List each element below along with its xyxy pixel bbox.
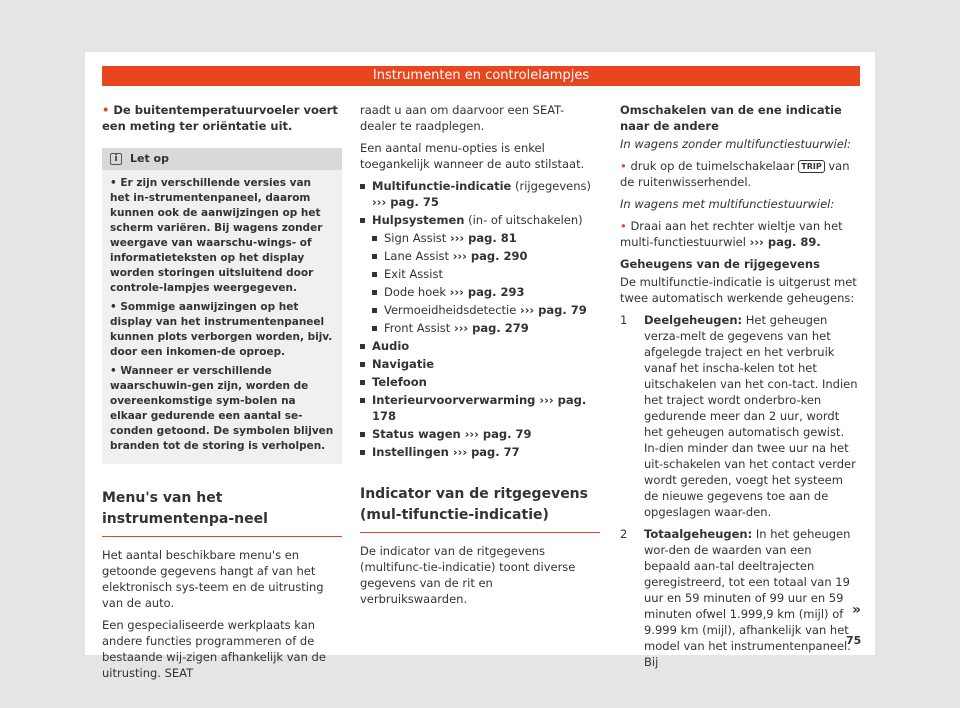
column-1 xyxy=(102,102,342,687)
list-item: Status wagen ››› pag. 79 xyxy=(360,426,600,442)
column-2 xyxy=(360,102,600,613)
page-ref-link[interactable]: ››› pag. 290 xyxy=(452,249,528,263)
paragraph: De multifunctie-indicatie is uitgerust met twee automatisch werkende geheugens: xyxy=(620,275,857,305)
section-title-menus: Menu's van het instrumentenpa-neel xyxy=(102,488,342,537)
numbered-item: 2 Totaalgeheugen: In het geheugen wor-den de waarden van een bepaald aan-tal deeltrajecten geregistreerd, tot een totaal van 19 uur en 59 minuten of 99 uur en 59 minuten ofwel 1.999,9 km (mijl) of 9.999 km (mijl), afhankelijk van het model van het instrumentenpaneel. Bij xyxy=(620,527,851,669)
list-item: Hulpsystemen (in- of uitschakelen) xyxy=(360,212,600,228)
sub-list-item: Dode hoek ››› pag. 293 xyxy=(360,284,600,300)
list-item: Audio xyxy=(360,338,600,354)
page-ref-link[interactable]: ››› pag. 79 xyxy=(519,303,587,317)
note-item: • Sommige aanwijzingen op het display van het instrumentenpaneel kunnen plots verborgen worden, bijv. door een inkomen-de oproep. xyxy=(110,301,333,358)
list-item: Navigatie xyxy=(360,356,600,372)
condition-label: In wagens met multifunctiestuurwiel: xyxy=(620,197,835,211)
section-title-indicator: Indicator van de ritgegevens (mul-tifunctie-indicatie) xyxy=(360,484,600,533)
sub-list-item: Exit Assist xyxy=(360,266,600,282)
bullet-dot-icon: • xyxy=(102,103,114,117)
page-header: Instrumenten en controlelampjes xyxy=(102,66,860,86)
page-ref-link[interactable]: ››› pag. 79 xyxy=(460,427,532,441)
trip-key-icon: TRIP xyxy=(798,160,824,173)
paragraph: Een aantal menu-opties is enkel toegankelijk wanneer de auto stilstaat. xyxy=(360,141,585,171)
note-body xyxy=(102,170,342,464)
list-item: Multifunctie-indicatie (rijgegevens) ››› pag. 75 xyxy=(360,178,600,210)
page-ref-link[interactable]: ››› pag. 178 xyxy=(372,393,587,423)
column-3 xyxy=(620,102,860,676)
page-ref-link[interactable]: ››› pag. 89. xyxy=(749,235,821,249)
paragraph: raadt u aan om daarvoor een SEAT-dealer te raadplegen. xyxy=(360,103,565,133)
note-item: • Er zijn verschillende versies van het in-strumentenpaneel, daarom kunnen ook de aanwijzingen op het scherm variëren. Bij wagens zonder weergave van waarschu-wings- of informatieteksten op het display worden storingen uitsluitend door controle-lampjes weergegeven. xyxy=(110,177,323,294)
instruction-bullet: • druk op de tuimelschakelaar TRIP van de ruitenwisserhendel. xyxy=(620,159,850,189)
subheading: Omschakelen van de ene indicatie naar de andere xyxy=(620,103,842,133)
note-item: • Wanneer er verschillende waarschuwin-gen zijn, worden de overeenkomstige sym-bolen na elkaar gedurende een aantal se-conden getoond. De symbolen blijven branden tot de storing is verholpen. xyxy=(110,365,334,452)
sub-list-item: Sign Assist ››› pag. 81 xyxy=(360,230,600,246)
page-ref-link[interactable]: ››› pag. 81 xyxy=(449,231,517,245)
paragraph: Een gespecialiseerde werkplaats kan andere functies programmeren of de bestaande wij-zigen afhankelijk van de uitrusting. SEAT xyxy=(102,618,326,680)
info-icon: i xyxy=(110,153,122,165)
page-ref-link[interactable]: ››› pag. 293 xyxy=(449,285,525,299)
list-item: Instellingen ››› pag. 77 xyxy=(360,444,600,460)
sub-list-item: Lane Assist ››› pag. 290 xyxy=(360,248,600,264)
note-header: i Let op xyxy=(102,148,342,170)
page-ref-link[interactable]: ››› pag. 279 xyxy=(453,321,529,335)
page-ref-link[interactable]: ››› pag. 77 xyxy=(448,445,520,459)
paragraph: Het aantal beschikbare menu's en getoonde gegevens hangt af van het elektronisch sys-teem en de uitrusting van de auto. xyxy=(102,548,324,610)
sub-list-item: Vermoeidheidsdetectie ››› pag. 79 xyxy=(360,302,600,318)
bullet-dot-icon: • xyxy=(620,159,631,173)
intro-bullet: • De buitentemperatuurvoeler voert een meting ter oriëntatie uit. xyxy=(102,103,338,133)
page-number: 75 xyxy=(846,634,862,647)
bullet-dot-icon: • xyxy=(620,219,631,233)
continue-arrow-icon: » xyxy=(852,602,862,618)
list-item: Telefoon xyxy=(360,374,600,390)
page-ref-link[interactable]: ››› pag. 75 xyxy=(372,195,439,209)
numbered-item: 1 Deelgeheugen: Het geheugen verza-melt de gegevens van het afgelegde traject en het verbruik vanaf het inscha-kelen tot het uitschakelen van het con-tact. Indien het traject wordt onderbro-ken gedurende meer dan 2 uur, wordt het geheugen automatisch gewist. In-dien minder dan twee uur na het uit-schakelen van het contact verder wordt gereden, voegt het systeem de nieuwe gegevens toe aan de opgeslagen waar-den. xyxy=(620,313,858,519)
paragraph: De indicator van de ritgegevens (multifunc-tie-indicatie) toont diverse gegevens van de rit en verbruikswaarden. xyxy=(360,544,576,606)
subheading: Geheugens van de rijgegevens xyxy=(620,257,820,271)
condition-label: In wagens zonder multifunctiestuurwiel: xyxy=(620,137,851,151)
instruction-bullet: • Draai aan het rechter wieltje van het multi-functiestuurwiel ››› pag. 89. xyxy=(620,219,843,249)
sub-list-item: Front Assist ››› pag. 279 xyxy=(360,320,600,336)
list-item: Interieurvoorverwarming ››› pag. 178 xyxy=(360,392,600,424)
